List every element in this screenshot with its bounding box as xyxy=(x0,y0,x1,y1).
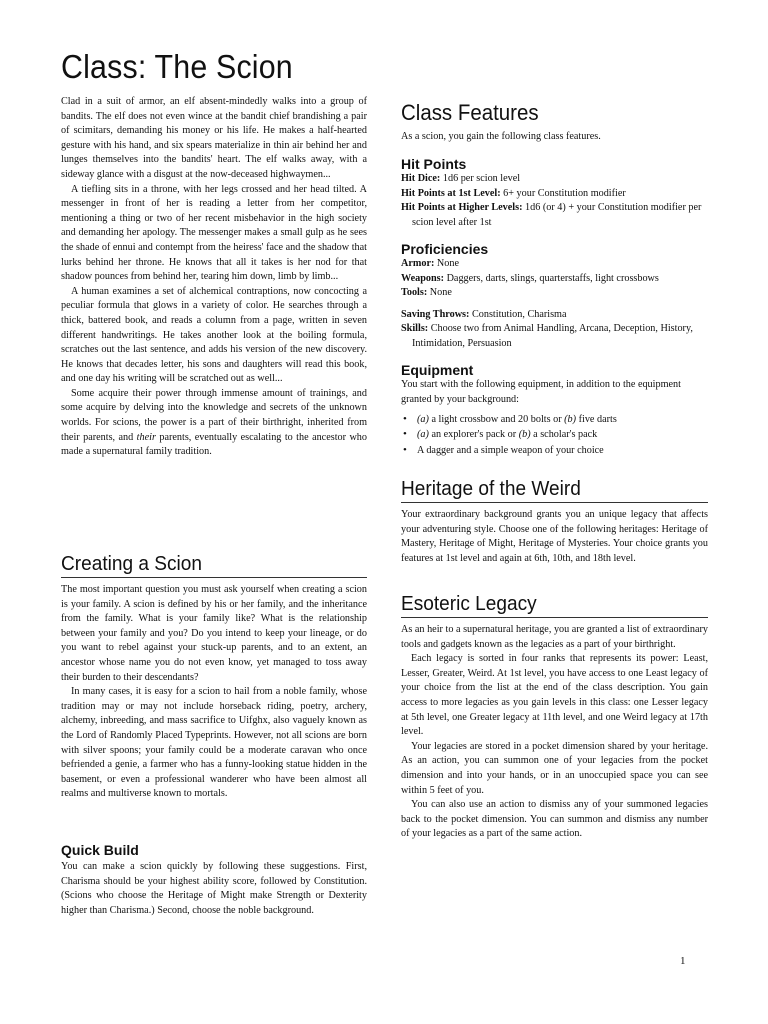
equipment-section xyxy=(401,362,708,458)
equipment-heading: Equipment xyxy=(401,362,474,378)
weapons-line: Weapons: Daggers, darts, slings, quarterstaffs, light crossbows xyxy=(401,272,659,284)
hit-points-section xyxy=(401,156,708,230)
creating-section xyxy=(61,552,367,802)
list-item: • (a) an explorer's pack or (b) a scholar's pack xyxy=(401,427,708,442)
quick-build-heading: Quick Build xyxy=(61,842,139,858)
intro-paragraph-1: Clad in a suit of armor, an elf absent-mindedly walks into a group of bandits. The elf does not even wince at the bandit chief brandishing a pair of scimitars, demanding his money or his life. He makes a half-hearted gesture with his hand, and six spears materialize in thin air behind her and lunges themselves into the bandits' heart. The elf walks away, with a sideway glance with a disgust at the now-deceased highwaymen... xyxy=(61,96,367,180)
heritage-section xyxy=(401,477,708,566)
heritage-text: Your extraordinary background grants you an unique legacy that affects your adventuring style. Choose one of the following heritages: Heritage of Mastery, Heritage of Might, Heritage of Mysteries. Your choice grants you features at 1st level and again at 6th, 10th, and 18th level. xyxy=(401,509,708,564)
legacy-paragraph-3: Your legacies are stored in a pocket dimension shared by your heritage. As an action, you can summon one of your legacies from the pocket dimension and into your hands, or in an unoccupied space you can see within 5 feet of you. xyxy=(401,740,708,796)
page-title: Class: The Scion xyxy=(61,48,293,85)
quick-build-section xyxy=(61,842,367,918)
legacy-section xyxy=(401,592,708,842)
tools-line: Tools: None xyxy=(401,287,452,299)
legacy-paragraph-2: Each legacy is sorted in four ranks that represents its power: Least, Lesser, Greater, Weird. At 1st level, you have access to one Least legacy of your choice from the list at the end of the class description. You gain access to more legacies as you gain levels in this class: one Lesser legacy at 5th level, one Greater legacy at 11th level, and one Weird legacy at 17th level. xyxy=(401,653,708,738)
heritage-heading: Heritage of the Weird xyxy=(401,477,708,503)
legacy-paragraph-4: You can also use an action to dismiss any of your summoned legacies back to the pocket dimension. You can summon and dismiss any number of your legacies as a part of the same action. xyxy=(401,799,708,840)
intro-paragraph-4: Some acquire their power through immense amount of trainings, and some acquire by delving into the knowledge and secrets of the unknown worlds. For scions, the power is a part of their birthright, inherited from their parents, and their parents, eventually escalating to the ancestor who made a supernatural family tradition. xyxy=(61,387,367,458)
intro-paragraph-2: A tiefling sits in a throne, with her legs crossed and her head tilted. A messenger in front of her is reading a letter from her competitor, mentioning a thing or two of her recent misbehavior in the high society and demanding her apology. The messenger makes a small gulp as he sees the shade of ennui and contempt from the heiress' face and the shadow that lurks behind her throne. He knows that all it takes is her nod for that shadow pounces from behind her, tearing him down, limb by limb... xyxy=(61,183,367,283)
hp-higher-levels-line: Hit Points at Higher Levels: 1d6 (or 4) + your Constitution modifier per scion level after 1st xyxy=(401,202,702,228)
hit-points-heading: Hit Points xyxy=(401,156,467,172)
creating-paragraph-1: The most important question you must ask yourself when creating a scion is your family. A scion is defined by his or her family, and the inheritance from the family. What is your family like? What is the relationship between your family and you? Do you intend to keep your lineage, or do you want to rebel against your stuck-up parents, and to an extent, an ancestor whose name you do not even know, yet managed to toss away their burden to their descendants? xyxy=(61,584,367,683)
proficiencies-section xyxy=(401,241,708,352)
saving-throws-line: Saving Throws: Constitution, Charisma xyxy=(401,308,567,320)
armor-line: Armor: None xyxy=(401,258,459,269)
list-item: • A dagger and a simple weapon of your choice xyxy=(401,443,708,458)
equipment-intro: You start with the following equipment, in addition to the equipment granted by your background: xyxy=(401,379,681,405)
skills-line: Skills: Choose two from Animal Handling, Arcana, Deception, History, Intimidation, Persuasion xyxy=(401,323,693,349)
class-features-heading: Class Features xyxy=(401,100,539,125)
creating-heading: Creating a Scion xyxy=(61,552,367,578)
list-item: • (a) a light crossbow and 20 bolts or (b) five darts xyxy=(401,412,708,427)
intro-paragraph-3: A human examines a set of alchemical contraptions, now concocting a peculiar formula that glows in a variety of color. He searches through a thick, battered book, and reads a column from a page, written in seven different handwritings. He takes another look at the boiling formula, scratches out the last sentence, and adds his version of the new discovery. He knows that decades letter, his sons and daughters will read this book, and one day his writing will be scratched out as well... xyxy=(61,285,367,385)
page-number: 1 xyxy=(680,955,686,967)
proficiencies-heading: Proficiencies xyxy=(401,241,489,257)
hit-dice-line: Hit Dice: 1d6 per scion level xyxy=(401,173,521,184)
intro-text xyxy=(61,95,367,460)
creating-paragraph-2: In many cases, it is easy for a scion to hail from a noble family, whose tradition may or may not include horseback riding, poetry, archery, alchemy, inbreeding, and mass sacrifice to Uifghx, also vaguely known as the Lord of Randomly Placed Typeprints. However, not all scions are born with silver spoons; your family could be a moderate caravan who once befriended a genie, a farmer who has a funny-looking statue hidden in the basement, or even a professional wanderer who have been almost all realms and multiverse known to mortals. xyxy=(61,686,367,800)
legacy-heading: Esoteric Legacy xyxy=(401,592,708,618)
hp-first-level-line: Hit Points at 1st Level: 6+ your Constitution modifier xyxy=(401,187,626,199)
class-features-intro: As a scion, you gain the following class features. xyxy=(401,131,601,142)
quick-build-text: You can make a scion quickly by following these suggestions. First, Charisma should be your highest ability score, followed by Constitution. (Scions who choose the Heritage of Might make Strength or Dexterity higher than Charisma.) Second, choose the noble background. xyxy=(61,861,367,916)
equipment-list xyxy=(401,412,708,458)
legacy-paragraph-1: As an heir to a supernatural heritage, you are granted a list of extraordinary tools and gadgets known as the legacies as a part of your birthright. xyxy=(401,624,708,650)
class-features-section xyxy=(401,100,708,145)
